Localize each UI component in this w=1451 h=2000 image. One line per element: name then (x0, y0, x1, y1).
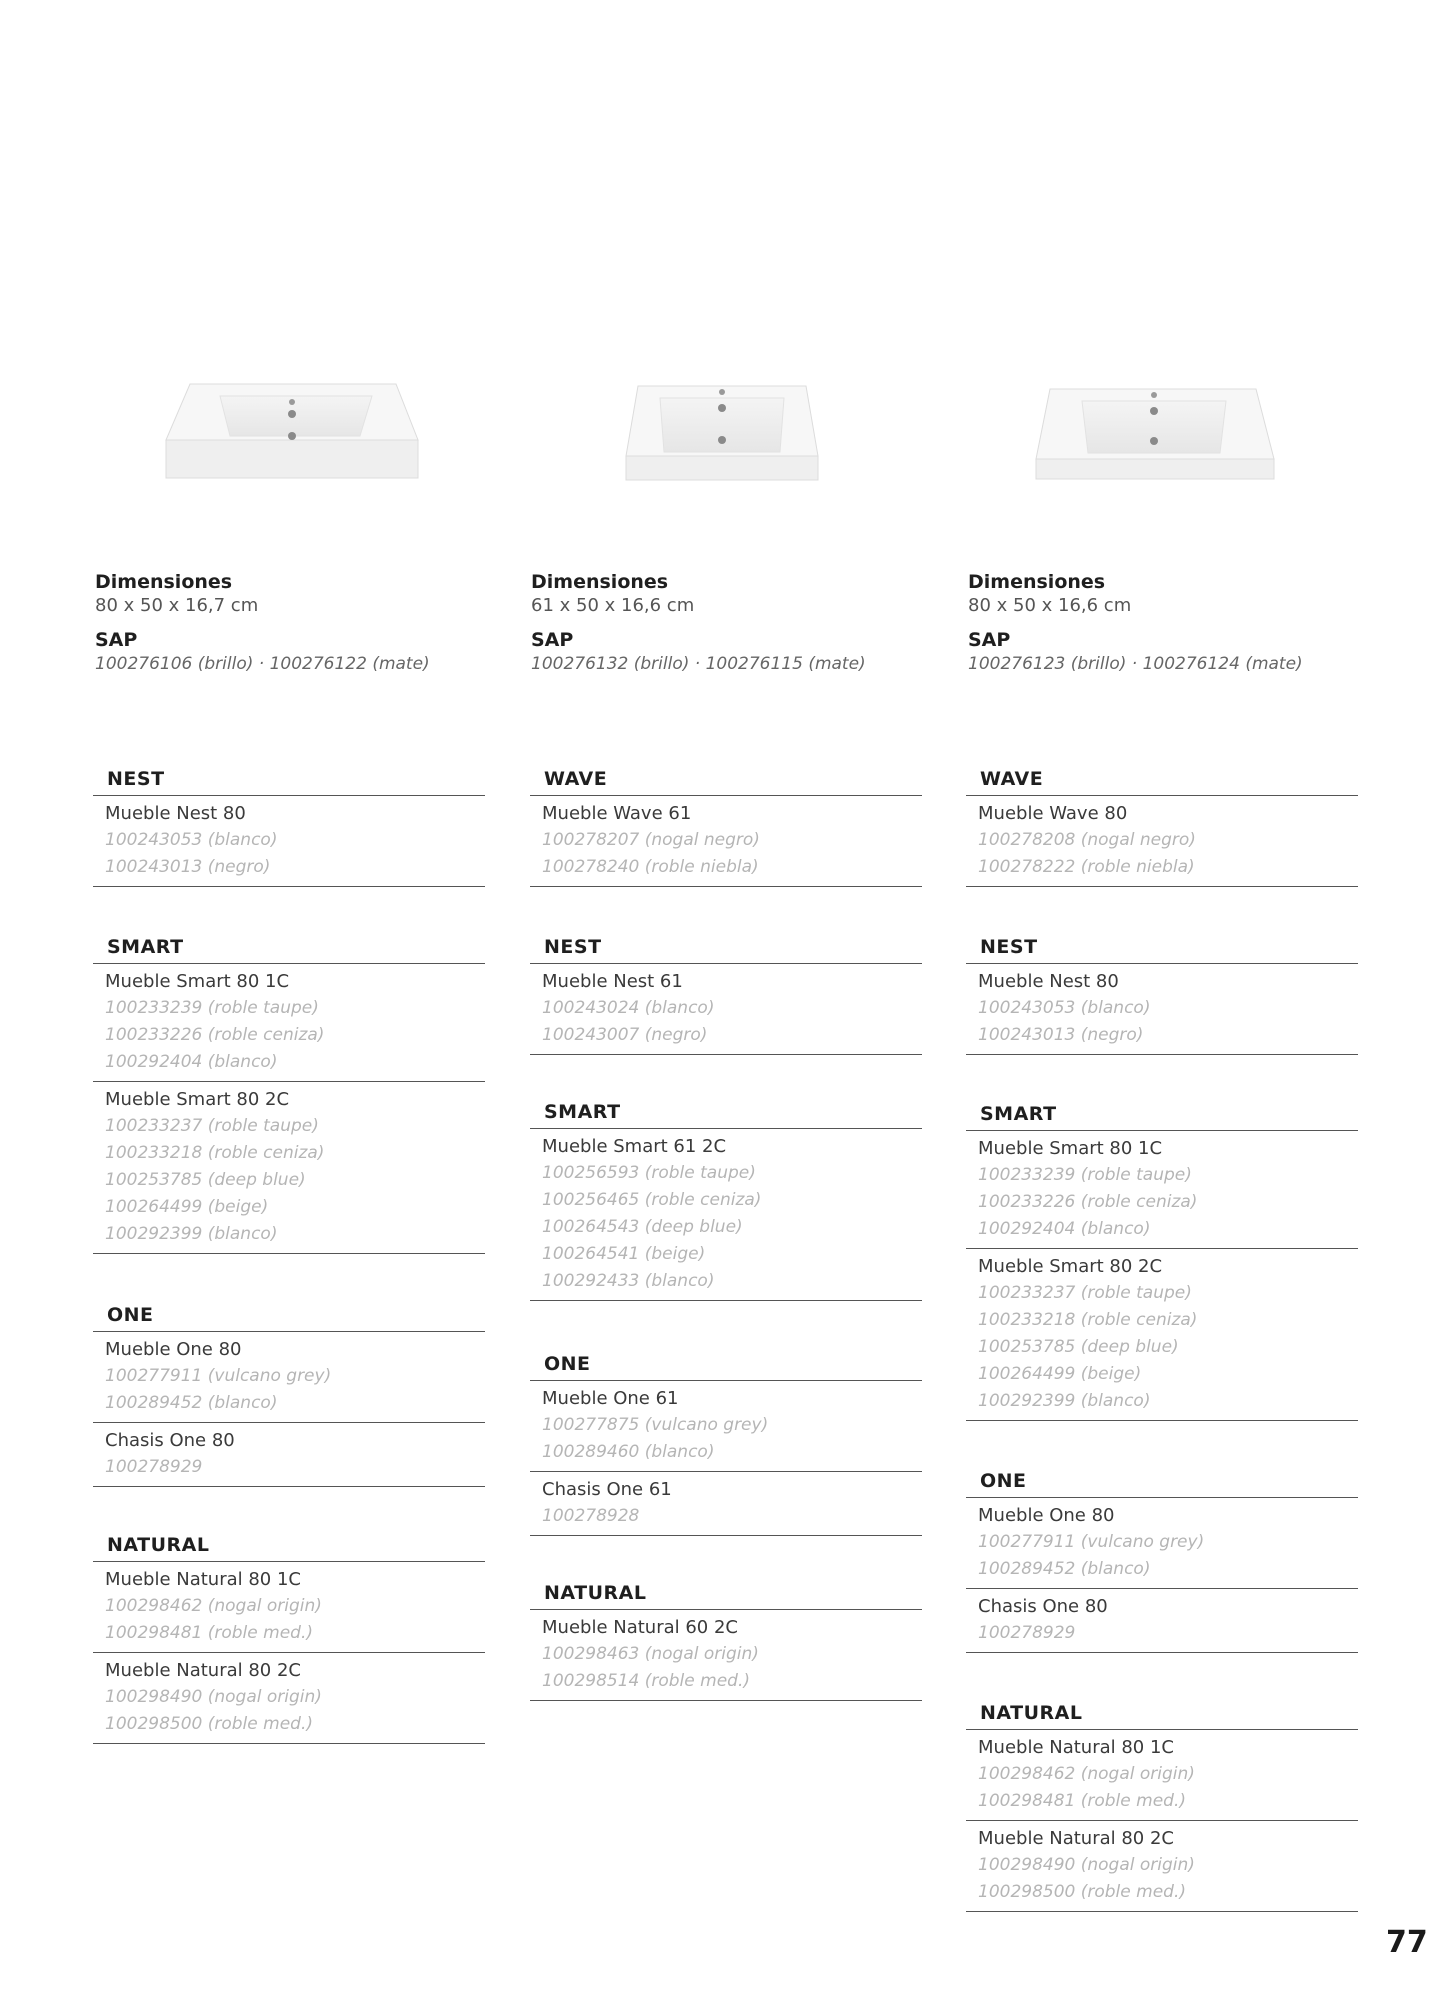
item-code: 100243007 (negro) (542, 1025, 708, 1045)
item-code: 100298462 (nogal origin) (105, 1596, 322, 1616)
group-title: SMART (966, 1103, 1358, 1131)
page-number: 77 (1386, 1925, 1428, 1960)
group-natural (966, 1702, 1358, 1912)
item-code: 100298490 (nogal origin) (978, 1855, 1195, 1875)
item-code: 100289452 (blanco) (978, 1559, 1151, 1579)
item-code: 100243013 (negro) (978, 1025, 1144, 1045)
group-natural (530, 1582, 922, 1701)
dimensions-value: 80 x 50 x 16,6 cm (968, 595, 1132, 616)
group-title: NATURAL (93, 1534, 485, 1562)
list-item (966, 1821, 1358, 1912)
item-name: Chasis One 61 (542, 1479, 672, 1500)
group-title: ONE (530, 1353, 922, 1381)
item-code: 100298500 (roble med.) (105, 1714, 313, 1734)
item-name: Mueble Wave 61 (542, 803, 692, 824)
sink-image-61-wave (620, 380, 825, 490)
group-title: WAVE (966, 768, 1358, 796)
item-code: 100292404 (blanco) (105, 1052, 278, 1072)
item-code: 100278208 (nogal negro) (978, 830, 1196, 850)
sap-label: SAP (968, 629, 1011, 651)
list-item (93, 1562, 485, 1653)
item-name: Mueble Nest 61 (542, 971, 683, 992)
item-name: Mueble Natural 80 2C (978, 1828, 1174, 1849)
list-item (530, 1472, 922, 1536)
group-nest (966, 936, 1358, 1055)
specs-col1 (95, 570, 430, 676)
item-code: 100278929 (105, 1457, 203, 1477)
group-one (93, 1304, 485, 1487)
item-code: 100298490 (nogal origin) (105, 1687, 322, 1707)
group-title: SMART (93, 936, 485, 964)
sap-value: 100276132 (brillo) · 100276115 (mate) (531, 654, 866, 674)
list-item (966, 796, 1358, 887)
group-wave (966, 768, 1358, 887)
sink-image-80-wave (1030, 383, 1280, 488)
item-code: 100233226 (roble ceniza) (105, 1025, 325, 1045)
item-code: 100233226 (roble ceniza) (978, 1192, 1198, 1212)
group-title: ONE (93, 1304, 485, 1332)
item-code: 100233218 (roble ceniza) (978, 1310, 1198, 1330)
item-name: Mueble Nest 80 (978, 971, 1119, 992)
item-code: 100253785 (deep blue) (978, 1337, 1179, 1357)
item-code: 100292433 (blanco) (542, 1271, 715, 1291)
item-code: 100233239 (roble taupe) (105, 998, 319, 1018)
dimensions-value: 61 x 50 x 16,6 cm (531, 595, 695, 616)
item-code: 100289452 (blanco) (105, 1393, 278, 1413)
group-one (530, 1353, 922, 1536)
group-smart (93, 936, 485, 1254)
group-title: ONE (966, 1470, 1358, 1498)
list-item (966, 1131, 1358, 1249)
list-item (530, 796, 922, 887)
item-code: 100292404 (blanco) (978, 1219, 1151, 1239)
item-name: Mueble Smart 80 1C (105, 971, 290, 992)
sink-image-80-nest (160, 380, 425, 490)
item-code: 100292399 (blanco) (105, 1224, 278, 1244)
group-title: SMART (530, 1101, 922, 1129)
list-item (530, 1610, 922, 1701)
item-name: Mueble Natural 80 1C (105, 1569, 301, 1590)
dimensions-label: Dimensiones (531, 571, 669, 593)
item-code: 100256593 (roble taupe) (542, 1163, 756, 1183)
item-code: 100264499 (beige) (105, 1197, 269, 1217)
item-code: 100233237 (roble taupe) (978, 1283, 1192, 1303)
list-item (966, 1589, 1358, 1653)
item-code: 100264543 (deep blue) (542, 1217, 743, 1237)
item-code: 100233237 (roble taupe) (105, 1116, 319, 1136)
item-code: 100298481 (roble med.) (105, 1623, 313, 1643)
item-code: 100233239 (roble taupe) (978, 1165, 1192, 1185)
group-title: NEST (966, 936, 1358, 964)
item-name: Mueble Natural 60 2C (542, 1617, 738, 1638)
list-item (93, 1332, 485, 1423)
item-code: 100289460 (blanco) (542, 1442, 715, 1462)
item-name: Mueble One 61 (542, 1388, 679, 1409)
item-name: Mueble One 80 (978, 1505, 1115, 1526)
item-code: 100243053 (blanco) (105, 830, 278, 850)
list-item (966, 1249, 1358, 1421)
specs-col2 (531, 570, 866, 676)
group-natural (93, 1534, 485, 1744)
list-item (530, 964, 922, 1055)
item-code: 100292399 (blanco) (978, 1391, 1151, 1411)
group-title: WAVE (530, 768, 922, 796)
item-code: 100298463 (nogal origin) (542, 1644, 759, 1664)
item-name: Chasis One 80 (105, 1430, 235, 1451)
group-smart (966, 1103, 1358, 1421)
list-item (93, 1423, 485, 1487)
sap-value: 100276106 (brillo) · 100276122 (mate) (95, 654, 430, 674)
dimensions-label: Dimensiones (95, 571, 233, 593)
dimensions-value: 80 x 50 x 16,7 cm (95, 595, 259, 616)
group-title: NATURAL (530, 1582, 922, 1610)
item-code: 100233218 (roble ceniza) (105, 1143, 325, 1163)
group-one (966, 1470, 1358, 1653)
item-code: 100298462 (nogal origin) (978, 1764, 1195, 1784)
group-title: NATURAL (966, 1702, 1358, 1730)
item-code: 100278222 (roble niebla) (978, 857, 1195, 877)
item-code: 100256465 (roble ceniza) (542, 1190, 762, 1210)
specs-col3 (968, 570, 1303, 676)
item-name: Mueble One 80 (105, 1339, 242, 1360)
item-name: Mueble Nest 80 (105, 803, 246, 824)
item-name: Mueble Smart 61 2C (542, 1136, 727, 1157)
list-item (966, 1730, 1358, 1821)
list-item (93, 1653, 485, 1744)
item-code: 100243013 (negro) (105, 857, 271, 877)
item-code: 100277911 (vulcano grey) (105, 1366, 332, 1386)
sap-label: SAP (531, 629, 574, 651)
item-code: 100264499 (beige) (978, 1364, 1142, 1384)
item-code: 100278929 (978, 1623, 1076, 1643)
item-code: 100277911 (vulcano grey) (978, 1532, 1205, 1552)
item-name: Mueble Smart 80 2C (105, 1089, 290, 1110)
dimensions-label: Dimensiones (968, 571, 1106, 593)
item-code: 100278207 (nogal negro) (542, 830, 760, 850)
item-code: 100298500 (roble med.) (978, 1882, 1186, 1902)
item-name: Mueble Smart 80 2C (978, 1256, 1163, 1277)
sap-value: 100276123 (brillo) · 100276124 (mate) (968, 654, 1303, 674)
item-code: 100264541 (beige) (542, 1244, 706, 1264)
item-code: 100278240 (roble niebla) (542, 857, 759, 877)
item-code: 100298514 (roble med.) (542, 1671, 750, 1691)
list-item (93, 964, 485, 1082)
item-code: 100253785 (deep blue) (105, 1170, 306, 1190)
list-item (93, 796, 485, 887)
list-item (966, 964, 1358, 1055)
group-smart (530, 1101, 922, 1301)
item-name: Mueble Smart 80 1C (978, 1138, 1163, 1159)
item-code: 100277875 (vulcano grey) (542, 1415, 769, 1435)
item-code: 100243024 (blanco) (542, 998, 715, 1018)
item-code: 100298481 (roble med.) (978, 1791, 1186, 1811)
group-wave (530, 768, 922, 887)
item-name: Mueble Natural 80 1C (978, 1737, 1174, 1758)
item-code: 100278928 (542, 1506, 640, 1526)
item-code: 100243053 (blanco) (978, 998, 1151, 1018)
group-title: NEST (93, 768, 485, 796)
group-nest (530, 936, 922, 1055)
group-nest (93, 768, 485, 887)
item-name: Chasis One 80 (978, 1596, 1108, 1617)
group-title: NEST (530, 936, 922, 964)
list-item (93, 1082, 485, 1254)
item-name: Mueble Wave 80 (978, 803, 1128, 824)
list-item (530, 1129, 922, 1301)
sap-label: SAP (95, 629, 138, 651)
item-name: Mueble Natural 80 2C (105, 1660, 301, 1681)
list-item (530, 1381, 922, 1472)
list-item (966, 1498, 1358, 1589)
